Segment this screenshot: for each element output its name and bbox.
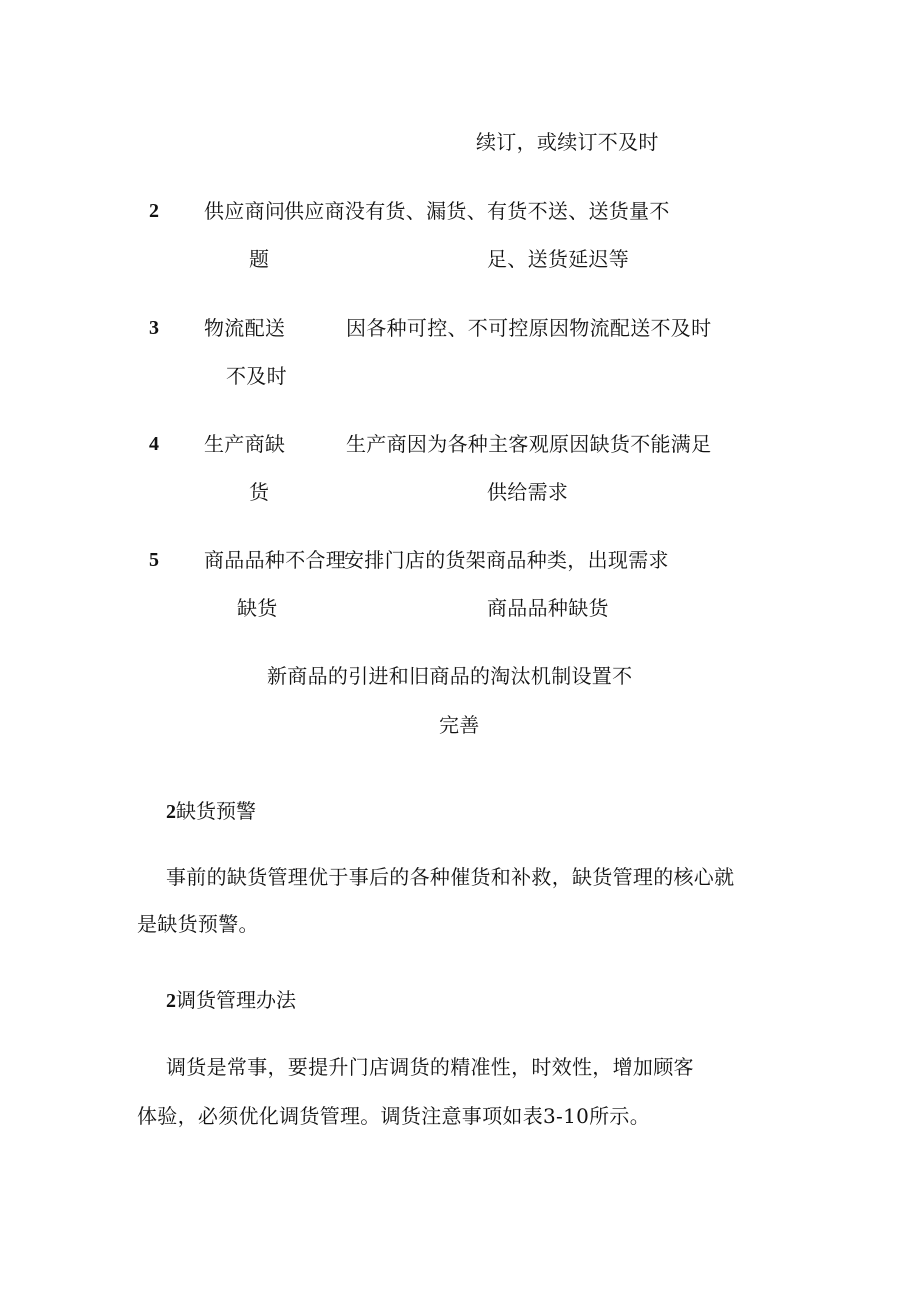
row-extra-line2: 完善 [439,713,480,737]
row-reason-line1: 因各种可控、不可控原因物流配送不及时 [346,316,712,340]
row-number: 4 [149,433,159,455]
paragraph-line: 是缺货预警。 [137,912,259,936]
row-reason-line1: 生产商因为各种主客观原因缺货不能满足 [346,432,712,456]
section-heading [166,797,256,826]
row-number: 5 [149,549,159,571]
row-cause-line2: 题 [249,247,270,271]
row-cause-line1: 商品品种不合理 [204,548,347,572]
row-cause-line2: 货 [249,480,270,504]
row-reason-line2: 供给需求 [487,480,569,504]
section-title: 缺货预警 [176,799,256,823]
row-reason-line2: 商品品种缺货 [487,596,609,620]
row1-reason-line2: 续订，或续订不及时 [476,130,659,154]
row-cause-line1: 供应商问 [204,199,286,223]
section-title: 调货管理办法 [176,988,296,1012]
section-number: 2 [166,801,176,823]
row-reason-line2: 足、送货延迟等 [487,247,630,271]
section-number: 2 [166,990,176,1012]
row-number: 2 [149,200,159,222]
paragraph-line: 事前的缺货管理优于事后的各种催货和补救，缺货管理的核心就 [166,865,735,889]
row-reason-line1: 安排门店的货架商品种类，出现需求 [344,548,669,572]
row-extra-line1: 新商品的引进和旧商品的淘汰机制设置不 [267,664,633,688]
row-reason-line1: 供应商没有货、漏货、有货不送、送货量不 [284,199,670,223]
section-heading [166,986,296,1015]
paragraph-line: 调货是常事，要提升门店调货的精准性，时效性，增加顾客 [166,1055,694,1079]
paragraph-line: 体验，必须优化调货管理。调货注意事项如表3-10所示。 [137,1104,651,1128]
row-cause-line1: 生产商缺 [204,432,286,456]
row-number: 3 [149,317,159,339]
row-cause-line2: 不及时 [226,364,287,388]
row-cause-line1: 物流配送 [204,316,286,340]
row-cause-line2: 缺货 [237,596,278,620]
